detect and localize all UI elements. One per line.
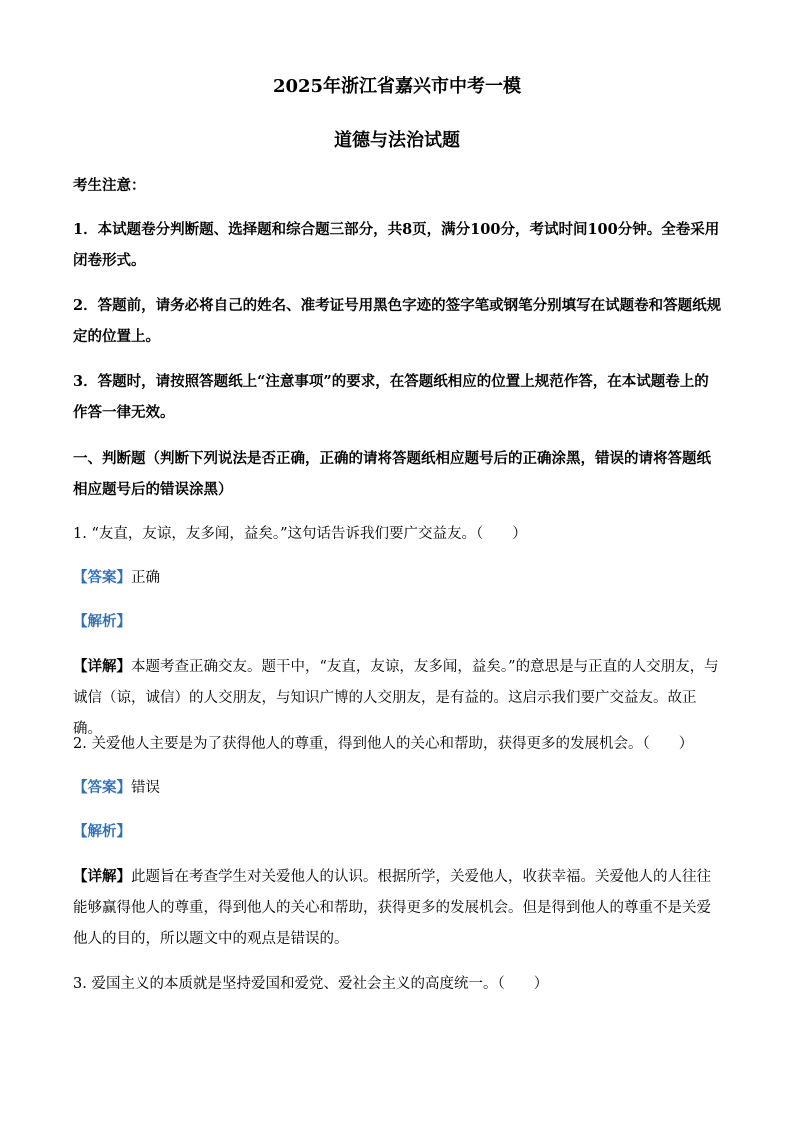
detail-text: 本题考查正确交友。题干中，“友直，友谅，友多闻，益矣。”的意思是与正直的人交朋友，与诚信（谅，诚信）的人交朋友，与知识广博的人交朋友，是有益的。这启示我们要广交益友。故正确。 — [73, 659, 719, 737]
detail-tag: 【详解】 — [73, 868, 131, 885]
question-1-analysis-tag: 【解析】 — [73, 613, 131, 630]
detail-text: 此题旨在考查学生对关爱他人的认识。根据所学，关爱他人，收获幸福。关爱他人的人往往能够赢得他人的尊重，得到他人的关心和帮助，获得更多的发展机会。但是得到他人的尊重不是关爱他人的目的，所以题文中的观点是错误的。 — [73, 869, 711, 947]
answer-value: 正确 — [131, 570, 160, 586]
answer-tag: 【答案】 — [73, 779, 131, 796]
notice-item-1: 1．本试题卷分判断题、选择题和综合题三部分，共8页，满分100分，考试时间100分钟。全卷采用闭卷形式。 — [73, 221, 720, 269]
section-heading: 一、判断题（判断下列说法是否正确，正确的请将答题纸相应题号后的正确涂黑，错误的请将答题纸相应题号后的错误涂黑） — [73, 450, 711, 498]
question-2-analysis-tag: 【解析】 — [73, 823, 131, 840]
answer-tag: 【答案】 — [73, 569, 131, 586]
notice-item-2: 2．答题前，请务必将自己的姓名、准考证号用黑色字迹的签字笔或钢笔分别填写在试题卷和答题纸规定的位置上。 — [73, 297, 722, 345]
question-2-answer — [73, 778, 723, 798]
question-1-answer — [73, 568, 723, 588]
detail-tag: 【详解】 — [73, 658, 131, 675]
answer-value: 错误 — [131, 780, 160, 796]
notice-heading: 考生注意： — [73, 177, 146, 194]
question-1-stem: 1. “友直，友谅，友多闻，益矣。”这句话告诉我们要广交益友。（ ） — [73, 526, 527, 542]
question-2-stem: 2. 关爱他人主要是为了获得他人的尊重，得到他人的关心和帮助，获得更多的发展机会。（ ） — [73, 736, 694, 752]
question-1-detail — [73, 651, 723, 745]
question-3-stem: 3. 爱国主义的本质就是坚持爱国和爱党、爱社会主义的高度统一。（ ） — [73, 976, 549, 992]
question-2-detail — [73, 861, 723, 955]
page-subtitle: 道德与法治试题 — [334, 130, 460, 151]
notice-item-3: 3．答题时，请按照答题纸上“注意事项”的要求，在答题纸相应的位置上规范作答，在本试题卷上的作答一律无效。 — [73, 373, 709, 421]
page-title: 2025年浙江省嘉兴市中考一模 — [272, 76, 522, 97]
